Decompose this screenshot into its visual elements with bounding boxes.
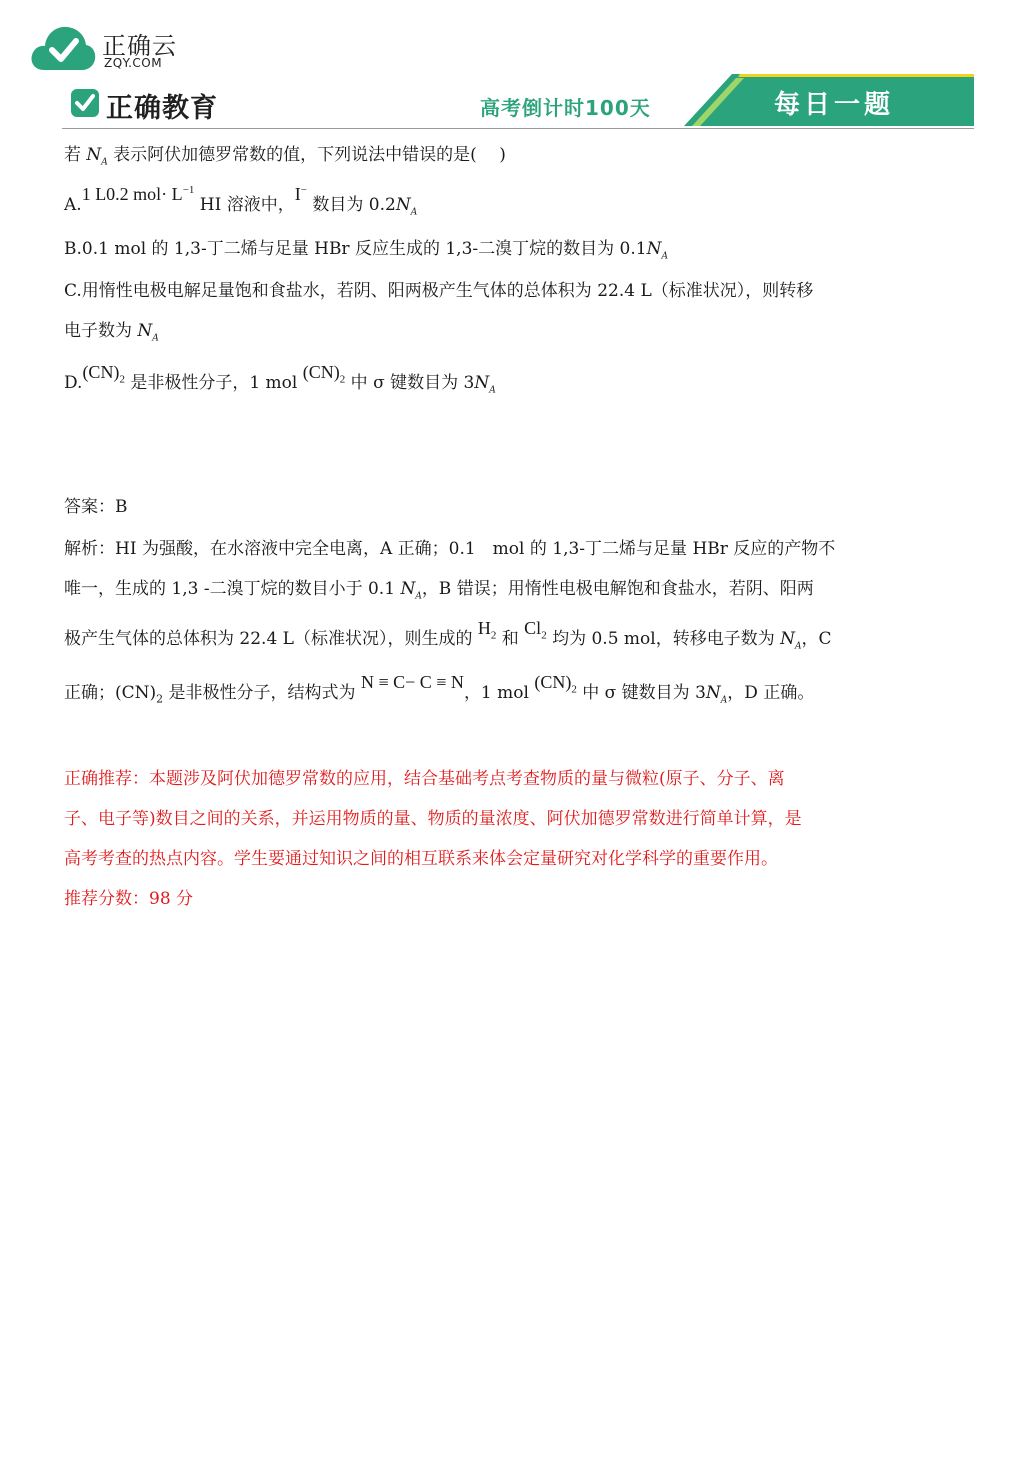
answer: 答案：B (64, 497, 128, 517)
hydrogen-formula: $H_2$ (477, 618, 497, 642)
option-c-line1: C.用惰性电极电解足量饱和食盐水，若阴、阳两极产生气体的总体积为 22.4 L（标准状况），则转移 (64, 281, 814, 301)
option-b: B.0.1 mol 的 1,3-丁二烯与足量 HBr 反应生成的 1,3-二溴丁烷的数目为 $0.1N_A$ (64, 239, 668, 262)
concentration-expression: 1 L0.2 $mol\cdot L^{-1}$ (81, 184, 195, 204)
recommendation-score: 推荐分数：98 分 (64, 889, 194, 909)
analysis-line2: 唯一，生成的 1,3 -二溴丁烷的数目小于 0.1 $N_A$，B 错误；用惰性电极电解饱和食盐水，若阴、阳两 (64, 579, 814, 602)
recommendation-line3: 高考考查的热点内容。学生要通过知识之间的相互联系来体会定量研究对化学科学的重要作用。 (64, 849, 778, 869)
checkbox-icon (70, 88, 100, 118)
structural-formula: N ≡ C− C ≡ N (360, 672, 464, 692)
brand-domain: ZQY.COM (104, 56, 163, 70)
edu-name: 正确教育 (106, 93, 218, 124)
iodide-ion: I− (294, 184, 307, 204)
option-a: A.1 L0.2 $mol\cdot L^{-1}$ HI 溶液中，I− 数目为 $0.2N_A$ (64, 184, 418, 218)
recommendation-line1: 正确推荐：本题涉及阿伏加德罗常数的应用，结合基础考点考查物质的量与微粒(原子、分子、离 (64, 769, 785, 789)
option-d: $D.(CN)_2$ 是非极性分子，1 mol $(CN)_2$ 中 σ 键数目为 $3N_A$ (64, 362, 496, 396)
header-rule (62, 128, 974, 129)
brand-name: 正确云 (102, 32, 177, 60)
analysis-line1: 解析：HI 为强酸，在水溶液中完全电离，A 正确；0.1 mol 的 1,3-丁二烯与足量 HBr 反应的产物不 (64, 539, 836, 559)
analysis-line4: 正确；$(CN)_2$ 是非极性分子，结构式为 N ≡ C− C ≡ N，1 mol $(CN)_2$ 中 σ 键数目为 $3N_A$，D 正确。 (64, 672, 815, 706)
analysis-line3: 极产生气体的总体积为 22.4 L（标准状况），则生成的 $H_2$ 和 $Cl_2$ 均为 0.5 mol，转移电子数为 $N_A$，C (64, 618, 832, 652)
countdown-text: 高考倒计时100天 (480, 96, 651, 120)
option-c-line2: 电子数为 $N_A$ (64, 321, 159, 344)
chlorine-formula: $Cl_2$ (524, 618, 547, 642)
zqy-logo (30, 22, 190, 74)
banner-title: 每日一题 (774, 90, 895, 120)
question-stem: 若 $N_A$ 表示阿伏加德罗常数的值，下列说法中错误的是( ) (64, 145, 506, 168)
cloud-check-icon (30, 24, 96, 72)
header-band (62, 74, 974, 130)
cyanogen-formula: $(CN)_2$ (82, 362, 125, 386)
recommendation-line2: 子、电子等)数目之间的关系，并运用物质的量、物质的量浓度、阿伏加德罗常数进行简单计算，是 (64, 809, 802, 829)
na-symbol: $N_A$ (86, 145, 108, 168)
